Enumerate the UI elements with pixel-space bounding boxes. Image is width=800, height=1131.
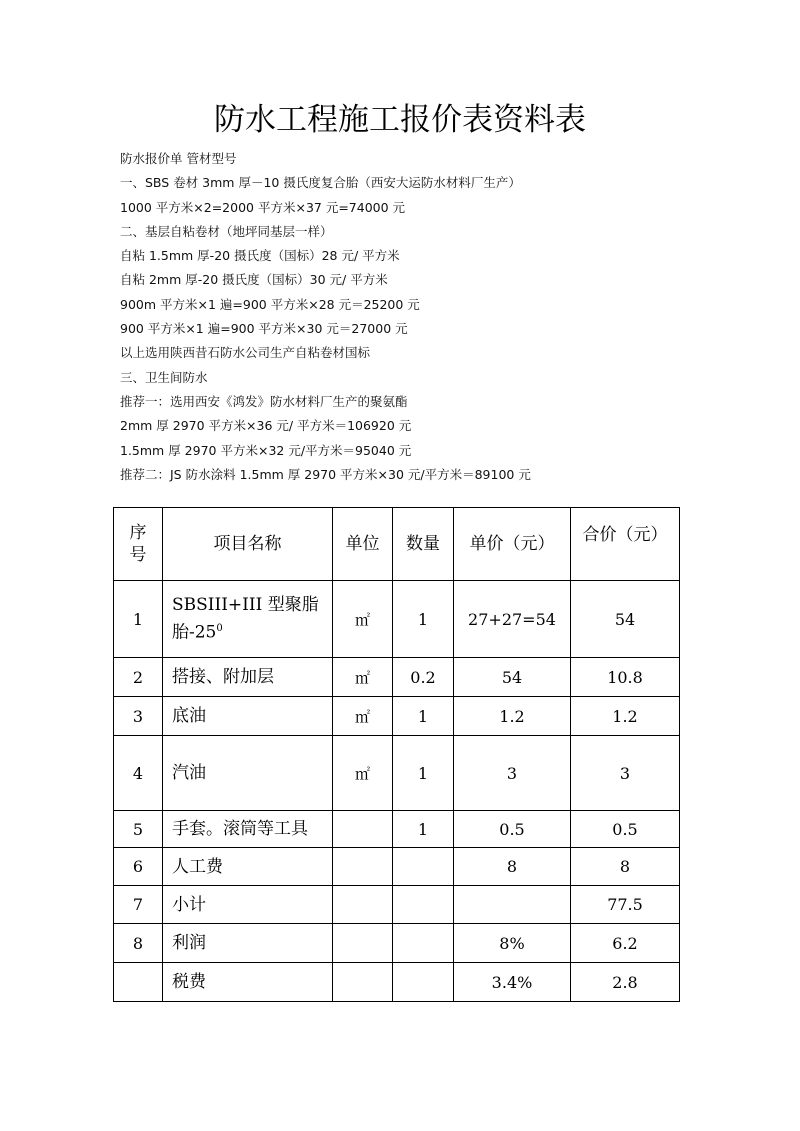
cell-name-superscript: 0 (216, 623, 223, 635)
cell-total: 0.5 (571, 811, 680, 848)
cell-price: 0.5 (454, 811, 571, 848)
cell-qty: 1 (393, 811, 454, 848)
cell-name: 人工费 (163, 848, 333, 886)
cell-total: 2.8 (571, 963, 680, 1002)
cell-no: 6 (114, 848, 163, 886)
quote-table (113, 507, 680, 1002)
cell-no: 4 (114, 736, 163, 811)
cell-qty: 1 (393, 581, 454, 658)
table-row (114, 963, 680, 1002)
cell-unit: ㎡ (333, 736, 393, 811)
cell-unit (333, 811, 393, 848)
cell-qty (393, 963, 454, 1002)
cell-unit (333, 886, 393, 924)
cell-price: 8% (454, 924, 571, 963)
cell-name: 搭接、附加层 (163, 658, 333, 697)
header-qty: 数量 (393, 508, 454, 581)
intro-line: 2mm 厚 2970 平方米×36 元/ 平方米＝106920 元 (120, 418, 412, 434)
cell-name: 底油 (163, 697, 333, 736)
cell-total: 8 (571, 848, 680, 886)
intro-line: 900m 平方米×1 遍=900 平方米×28 元＝25200 元 (120, 296, 420, 312)
page-title: 防水工程施工报价表资料表 (214, 102, 586, 138)
cell-no: 1 (114, 581, 163, 658)
cell-price (454, 886, 571, 924)
cell-name: 手套。滚筒等工具 (163, 811, 333, 848)
cell-price: 3 (454, 736, 571, 811)
intro-line: 自粘 2mm 厚-20 摄氏度（国标）30 元/ 平方米 (120, 272, 388, 288)
cell-total: 10.8 (571, 658, 680, 697)
header-no-line2: 号 (129, 545, 147, 565)
cell-no: 8 (114, 924, 163, 963)
cell-unit (333, 963, 393, 1002)
intro-text-block (120, 147, 760, 487)
cell-no: 3 (114, 697, 163, 736)
intro-line: 二、基层自粘卷材（地坪同基层一样） (120, 223, 333, 239)
header-name: 项目名称 (163, 508, 333, 581)
cell-no (114, 963, 163, 1002)
header-no-line1: 序 (129, 523, 147, 543)
intro-line: 900 平方米×1 遍=900 平方米×30 元＝27000 元 (120, 321, 408, 337)
cell-qty (393, 924, 454, 963)
cell-no: 5 (114, 811, 163, 848)
cell-no: 2 (114, 658, 163, 697)
cell-qty: 0.2 (393, 658, 454, 697)
table-header-row (114, 508, 680, 581)
cell-no: 7 (114, 886, 163, 924)
table-row (114, 736, 680, 811)
table-row (114, 924, 680, 963)
header-unit: 单位 (333, 508, 393, 581)
cell-qty (393, 886, 454, 924)
cell-price: 8 (454, 848, 571, 886)
header-total: 合价（元） (571, 508, 680, 581)
cell-unit: ㎡ (333, 658, 393, 697)
table-row (114, 886, 680, 924)
cell-total: 1.2 (571, 697, 680, 736)
table-row (114, 697, 680, 736)
cell-total: 54 (571, 581, 680, 658)
cell-unit: ㎡ (333, 697, 393, 736)
cell-unit (333, 848, 393, 886)
cell-name (163, 581, 333, 658)
cell-qty (393, 848, 454, 886)
cell-total: 6.2 (571, 924, 680, 963)
header-price: 单价（元） (454, 508, 571, 581)
intro-line: 自粘 1.5mm 厚-20 摄氏度（国标）28 元/ 平方米 (120, 248, 400, 264)
cell-unit: ㎡ (333, 581, 393, 658)
table-row (114, 581, 680, 658)
intro-line: 防水报价单 管材型号 (120, 151, 237, 166)
cell-price: 54 (454, 658, 571, 697)
cell-name: 小计 (163, 886, 333, 924)
table-row (114, 658, 680, 697)
intro-line: 1000 平方米×2=2000 平方米×37 元=74000 元 (120, 199, 406, 215)
header-no (114, 508, 163, 581)
table-row (114, 811, 680, 848)
cell-unit (333, 924, 393, 963)
cell-name: 汽油 (163, 736, 333, 811)
cell-qty: 1 (393, 736, 454, 811)
table-row (114, 848, 680, 886)
intro-line: 推荐一：选用西安《鸿发》防水材料厂生产的聚氨酯 (120, 393, 408, 409)
cell-price: 27+27=54 (454, 581, 571, 658)
intro-line: 以上选用陕西昔石防水公司生产自粘卷材国标 (120, 345, 371, 361)
intro-line: 推荐二：JS 防水涂料 1.5mm 厚 2970 平方米×30 元/平方米＝89100 元 (120, 466, 531, 482)
cell-name: 税费 (163, 963, 333, 1002)
cell-price: 1.2 (454, 697, 571, 736)
cell-total: 3 (571, 736, 680, 811)
cell-total: 77.5 (571, 886, 680, 924)
intro-line: 三、卫生间防水 (120, 369, 208, 385)
cell-qty: 1 (393, 697, 454, 736)
cell-name: 利润 (163, 924, 333, 963)
cell-name-text: SBSIII+III 型聚脂胎-25 (172, 595, 319, 643)
cell-price: 3.4% (454, 963, 571, 1002)
intro-line: 1.5mm 厚 2970 平方米×32 元/平方米＝95040 元 (120, 442, 412, 458)
intro-line: 一、SBS 卷材 3mm 厚－10 摄氏度复合胎（西安大运防水材料厂生产） (120, 175, 521, 191)
